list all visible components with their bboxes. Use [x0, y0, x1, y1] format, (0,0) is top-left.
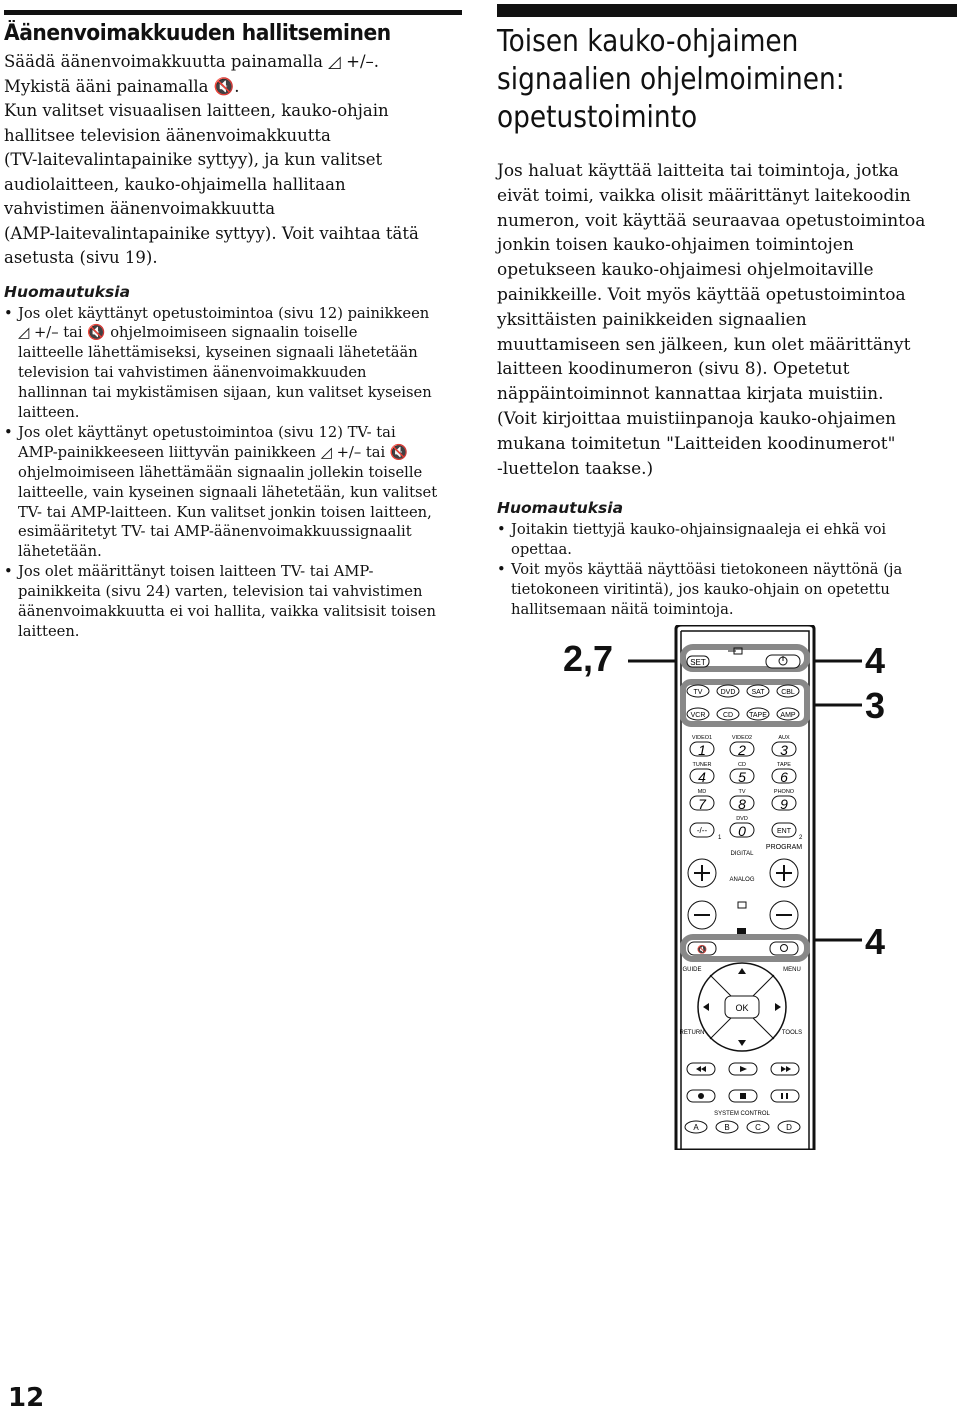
- text-line: • Jos olet käyttänyt opetustoimintoa (sivu 12) TV- tai: [18, 423, 396, 441]
- device-amp-button[interactable]: AMP: [780, 712, 796, 719]
- system-a-button[interactable]: A: [693, 1123, 699, 1132]
- key-2[interactable]: 2: [738, 742, 746, 758]
- key-4[interactable]: 4: [698, 769, 706, 785]
- device-tape-button[interactable]: TAPE: [749, 712, 767, 719]
- program-label: PROGRAM: [765, 844, 803, 851]
- text-line: ohjelmoimiseen lähettämään signaalin jollekin toiselle: [18, 463, 423, 481]
- callout-label-right-low: 4: [865, 921, 886, 962]
- left-notes-heading: Huomautuksia: [4, 282, 131, 301]
- text-line: television tai vahvistimen äänenvoimakkuuden: [18, 364, 367, 382]
- left-section-title: Äänenvoimakkuuden hallitseminen: [4, 21, 391, 46]
- mute-button[interactable]: [688, 942, 716, 955]
- text-line: • Jos olet käyttänyt opetustoimintoa (sivu 12) painikkeen: [18, 304, 430, 322]
- text-line: audiolaitteen, kauko-ohjaimella hallitaan: [4, 174, 346, 194]
- system-control-label: SYSTEM CONTROL: [714, 1111, 770, 1117]
- volume-down-button[interactable]: [688, 901, 716, 929]
- text-line: numeron, voit käyttää seuraavaa opetustoimintoa: [497, 210, 926, 231]
- callout-label-right-mid: 3: [865, 685, 886, 726]
- text-line: jonkin toisen kauko-ohjaimen toimintojen: [497, 235, 854, 256]
- remote-body: [670, 625, 820, 1150]
- ent-button[interactable]: ENT: [777, 828, 791, 835]
- key-9[interactable]: 9: [780, 796, 788, 812]
- text-line: hallitsee television äänenvoimakkuutta: [4, 125, 331, 145]
- text-line: Kun valitset visuaalisen laitteen, kauko-ohjain: [4, 101, 389, 120]
- text-line: yksittäisten painikkeiden signaalien: [497, 309, 807, 330]
- text-line: AMP-painikkeeseen liittyvän painikkeen ◿ +/– tai 🔇: [18, 443, 409, 461]
- text-line: Jos haluat käyttää laitteita tai toimintoja, jotka: [497, 161, 899, 181]
- key-0[interactable]: 0: [738, 823, 746, 839]
- device-dvd-button[interactable]: DVD: [720, 689, 736, 696]
- text-line: Mykistä ääni painamalla 🔇.: [4, 76, 240, 96]
- device-sat-button[interactable]: SAT: [751, 689, 765, 696]
- text-line: äänenvoimakkuutta ei voi hallita, vaikka valitsisit toisen: [18, 603, 436, 621]
- text-line: TV- tai AMP-laitteen. Kun valitset jonkin toisen laitteen,: [18, 503, 432, 521]
- set-button-label: SET: [690, 658, 706, 667]
- callout-label-right-top: 4: [865, 640, 886, 681]
- key-label: CD: [738, 762, 746, 768]
- return-label: RETURN: [679, 1030, 705, 1036]
- text-line: laitteen.: [18, 623, 80, 640]
- dash-button[interactable]: -/--: [696, 826, 708, 835]
- analog-label: ANALOG: [729, 877, 755, 883]
- key-7[interactable]: 7: [698, 796, 706, 812]
- key-3[interactable]: 3: [780, 742, 788, 758]
- text-line: • Joitakin tiettyjä kauko-ohjainsignaaleja ei ehkä voi: [511, 521, 887, 539]
- callout-label-left: 2,7: [563, 638, 614, 679]
- tools-label: TOOLS: [781, 1030, 803, 1036]
- device-cbl-button[interactable]: CBL: [781, 689, 795, 696]
- text-line: laitteelle lähettämiseksi, kyseinen signaali lähetetään: [18, 344, 418, 362]
- text-line: -luettelon taakse.): [497, 458, 654, 479]
- text-line: hallitsemaan näitä toimintoja.: [511, 600, 734, 618]
- title-line: Toisen kauko-ohjaimen: [497, 24, 799, 59]
- title-line: signaalien ohjelmoiminen:: [497, 62, 845, 97]
- menu-label: MENU: [783, 967, 801, 973]
- text-line: asetusta (sivu 19).: [4, 248, 158, 267]
- navigation-pad[interactable]: [698, 963, 786, 1051]
- text-line: laitteelle, vain kyseinen signaali lähetetään, kun valitset: [18, 483, 438, 501]
- system-b-button[interactable]: B: [724, 1123, 730, 1132]
- program-up-button[interactable]: [770, 859, 798, 887]
- text-line: muuttamiseen sen jälkeen, kun olet määrittänyt: [497, 334, 911, 355]
- text-line: • Jos olet määrittänyt toisen laitteen TV- tai AMP-: [18, 563, 374, 581]
- text-line: laitteen koodinumeron (sivu 8). Opetetut: [497, 359, 850, 380]
- text-line: Säädä äänenvoimakkuutta painamalla ◿ +/–.: [4, 52, 379, 71]
- text-line: lähetetään.: [18, 543, 102, 561]
- text-line: hallinnan tai mykistämisen sijaan, kun valitset kyseisen: [18, 384, 432, 402]
- device-vcr-button[interactable]: VCR: [690, 712, 706, 719]
- remote-control-illustration: [670, 625, 820, 1150]
- title-line: opetustoiminto: [497, 100, 698, 135]
- power-button[interactable]: [766, 655, 800, 668]
- sub-label-2: 2: [799, 835, 803, 841]
- text-line: opetukseen kauko-ohjaimesi ohjelmoitaville: [497, 260, 874, 281]
- text-line: laitteen.: [18, 404, 80, 422]
- text-line: (Voit kirjoittaa muistiinpanoja kauko-ohjaimen: [497, 408, 897, 429]
- volume-up-button[interactable]: [688, 859, 716, 887]
- key-6[interactable]: 6: [780, 769, 788, 785]
- swap-button[interactable]: [770, 942, 798, 955]
- key-label: AUX: [778, 735, 790, 741]
- ok-button[interactable]: OK: [735, 1003, 749, 1013]
- key-label: TV: [738, 789, 746, 795]
- mute-icon: 🔇: [697, 945, 707, 954]
- sub-label-1: 1: [718, 835, 722, 841]
- text-line: mukana toimitetun "Laitteiden koodinumerot": [497, 433, 896, 454]
- key-label: VIDEO2: [731, 735, 753, 741]
- text-line: (AMP-laitevalintapainike syttyy). Voit vaihtaa tätä: [4, 223, 419, 243]
- key-label: MD: [697, 789, 707, 795]
- text-line: opettaa.: [511, 541, 572, 559]
- key-1[interactable]: 1: [698, 742, 706, 758]
- set-button[interactable]: [687, 656, 709, 667]
- text-line: eivät toimi, vaikka olisit määrittänyt laitekoodin: [497, 185, 911, 206]
- key-label: TAPE: [777, 762, 791, 768]
- text-line: vahvistimen äänenvoimakkuutta: [4, 199, 276, 218]
- text-line: painikkeille. Voit myös käyttää opetustoimintoa: [497, 284, 906, 305]
- key-label: DVD: [736, 816, 748, 822]
- key-label: VIDEO1: [691, 735, 713, 741]
- key-5[interactable]: 5: [738, 769, 746, 785]
- text-line: tietokoneen viritintä), jos kauko-ohjain on opetettu: [511, 581, 890, 599]
- text-line: painikkeita (sivu 24) varten, television tai vahvistimen: [18, 583, 423, 601]
- text-line: esimääritetyt TV- tai AMP-äänenvoimakkuussignaalit: [18, 523, 412, 541]
- page-number: 12: [8, 1383, 45, 1413]
- device-cd-button[interactable]: CD: [722, 712, 734, 719]
- key-label: PHONO: [773, 789, 795, 795]
- system-c-button[interactable]: C: [755, 1123, 761, 1132]
- program-down-button[interactable]: [770, 901, 798, 929]
- text-line: näppäintoiminnot kannattaa kirjata muistiin.: [497, 384, 884, 405]
- digital-label: DIGITAL: [730, 851, 754, 857]
- key-label: TUNER: [692, 762, 712, 768]
- guide-label: GUIDE: [682, 967, 702, 973]
- text-line: • Voit myös käyttää näyttöäsi tietokoneen näyttönä (ja: [511, 561, 903, 579]
- device-tv-button[interactable]: TV: [693, 689, 703, 696]
- text-line: (TV-laitevalintapainike syttyy), ja kun valitset: [4, 150, 383, 169]
- right-notes-heading: Huomautuksia: [497, 499, 624, 518]
- key-8[interactable]: 8: [738, 796, 746, 812]
- system-d-button[interactable]: D: [786, 1123, 792, 1132]
- text-line: ◿ +/– tai 🔇 ohjelmoimiseen signaalin toiselle: [18, 324, 358, 342]
